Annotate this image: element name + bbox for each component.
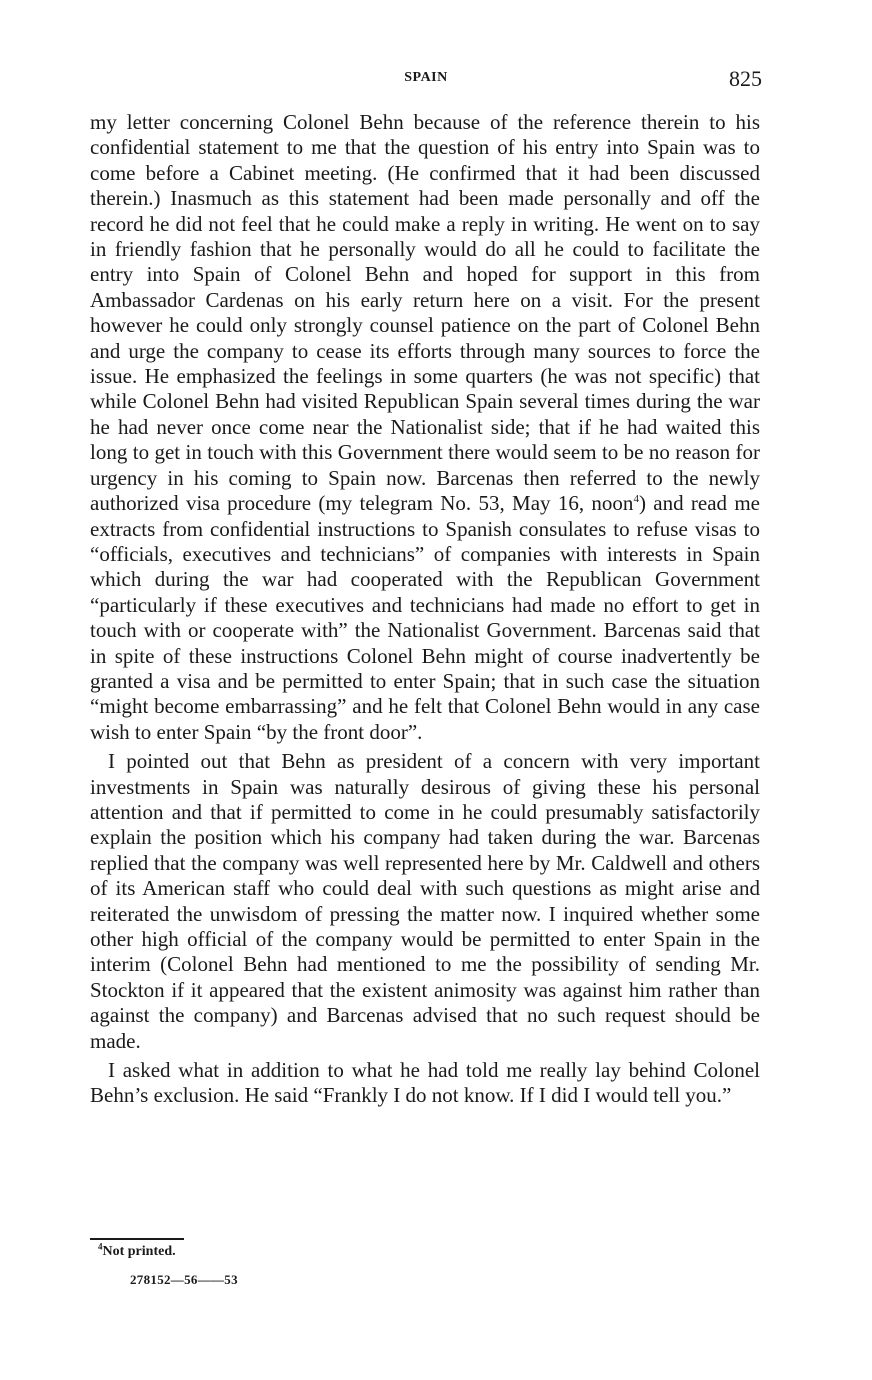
footnote-rule bbox=[90, 1238, 184, 1240]
footnote-4 bbox=[98, 1241, 176, 1260]
running-title: SPAIN bbox=[404, 70, 448, 85]
paragraph-1 bbox=[90, 110, 760, 745]
paragraph-1-text-a: my letter concerning Colonel Behn because of the reference therein to his confidential statement to me that the question of his entry into Spain was to come before a Cabinet meeting. (He confirmed that it had been discussed therein.) Inasmuch as this statement had been made personally and off the record he did not feel that he could make a reply in writing. He went on to say in friendly fashion that he personally would do all he could to facilitate the entry into Spain of Colonel Behn and hoped for support in this from Ambassador Cardenas on his early return here on a visit. For the present however he could only strongly counsel patience on the part of Colonel Behn and urge the company to cease its efforts through many sources to force the issue. He emphasized the feelings in some quarters (he was not specific) that while Colonel Behn had visited Republican Spain several times during the war he had never once come near the Nationalist side; that if he had waited this long to get in touch with this Government there would seem to be no reason for urgency in his coming to Spain now. Barcenas then referred to the newly authorized visa procedure (my telegram No. 53, May 16, noon bbox=[90, 110, 760, 516]
footnote-text: Not printed. bbox=[102, 1244, 176, 1259]
footnote-marker: 4 bbox=[98, 1241, 103, 1252]
body-text bbox=[90, 110, 760, 1109]
page-number: 825 bbox=[729, 66, 762, 91]
running-head bbox=[86, 66, 766, 96]
paragraph-3: I asked what in addition to what he had told me really lay behind Colonel Behn’s exclusion. He said “Frankly I do not know. If I did I would tell you.” bbox=[90, 1058, 760, 1108]
paragraph-1-text-b: ) and read me extracts from confidential instructions to Spanish consulates to refuse visas to “officials, executives and technicians” of companies with interests in Spain which during the war had cooperated with the Republican Government “particularly if these executives and technicians had made no effort to get in touch with or cooperate with” the Nationalist Government. Barcenas said that in spite of these instructions Colonel Behn might of course inadvertently be granted a visa and be permitted to enter Spain; that in such case the situation “might become embarrassing” and he felt that Colonel Behn would in any case wish to enter Spain “by the front door”. bbox=[90, 491, 760, 744]
paragraph-2: I pointed out that Behn as president of a concern with very important investments in Spain was naturally desirous of giving these his personal attention and that if permitted to come in he could presumably satisfactorily explain the position which his company had taken during the war. Barcenas replied that the company was well represented here by Mr. Caldwell and others of its American staff who could deal with such questions as might arise and reiterated the unwisdom of pressing the matter now. I inquired whether some other high official of the company would be permitted to enter Spain in the interim (Colonel Behn had mentioned to me the possibility of sending Mr. Stockton if it appeared that the existent animosity was against him rather than against the company) and Barcenas advised that no such request should be made. bbox=[90, 749, 760, 1053]
footnote-reference-4: 4 bbox=[633, 493, 639, 506]
print-code: 278152—56——53 bbox=[130, 1272, 238, 1287]
